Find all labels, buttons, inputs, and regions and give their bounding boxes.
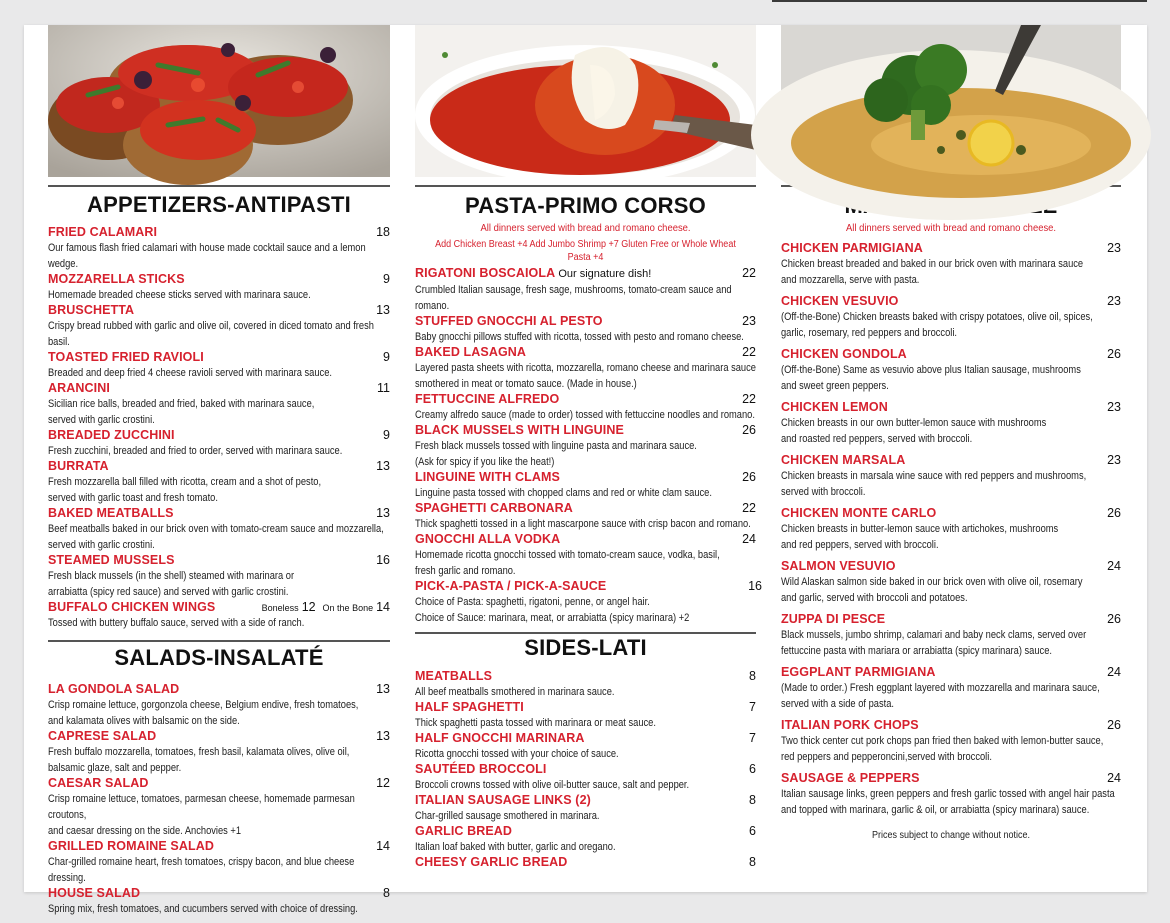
list-item: SAUTÉED BROCCOLI 6 Broccoli crowns tossed with olive oil-butter sauce, salt and pepper.	[415, 762, 756, 791]
chicken-piccata-photo	[781, 25, 1121, 177]
list-item: SPAGHETTI CARBONARA 22 Thick spaghetti tossed in a light mascarpone sauce with crisp bacon and romano.	[415, 501, 756, 530]
bruschetta-photo	[48, 25, 390, 177]
list-item: HALF GNOCCHI MARINARA 7 Ricotta gnocchi tossed with your choice of sauce.	[415, 731, 756, 760]
list-item: CAPRESE SALAD 13 Fresh buffalo mozzarella, tomatoes, fresh basil, kalamata olives, olive oil, balsamic glaze, salt and pepper.	[48, 729, 390, 774]
list-item: GNOCCHI ALLA VODKA 24 Homemade ricotta gnocchi tossed with tomato-cream sauce, vodka, basil, fresh garlic and romano.	[415, 532, 756, 577]
list-item: ZUPPA DI PESCE 26 Black mussels, jumbo shrimp, calamari and baby neck clams, served over fettuccine pasta with mariara or arrabiatta (spicy marinara) sauce.	[781, 612, 1121, 657]
pasta-heading: PASTA-PRIMO CORSO	[465, 193, 706, 218]
pasta-addons: Add Chicken Breast +4 Add Jumbo Shrimp +7 Gluten Free or Whole Wheat Pasta +4	[435, 239, 736, 263]
list-item: FRIED CALAMARI 18 Our famous flash fried calamari with house made cocktail sauce and a lemon wedge.	[48, 225, 390, 270]
list-item: CHICKEN GONDOLA 26 (Off-the-Bone) Same as vesuvio above plus Italian sausage, mushrooms and sweet green peppers.	[781, 347, 1121, 392]
column-mains	[781, 25, 1121, 841]
section-rule	[48, 640, 390, 642]
list-item: GRILLED ROMAINE SALAD 14 Char-grilled romaine heart, fresh tomatoes, crispy bacon, and blue cheese dressing.	[48, 839, 390, 884]
list-item: BURRATA 13 Fresh mozzarella ball filled with ricotta, cream and a shot of pesto, served with garlic toast and fresh tomato.	[48, 459, 390, 504]
list-item: MOZZARELLA STICKS 9 Homemade breaded cheese sticks served with marinara sauce.	[48, 272, 390, 301]
list-item: ITALIAN PORK CHOPS 26 Two thick center cut pork chops pan fried then baked with lemon-butter sauce, red peppers and pepperoncini,served with broccoli.	[781, 718, 1121, 763]
sides-list	[415, 669, 756, 870]
list-item: BRUSCHETTA 13 Crispy bread rubbed with garlic and olive oil, covered in diced tomato and fresh basil.	[48, 303, 390, 348]
list-item: SAUSAGE & PEPPERS 24 Italian sausage links, green peppers and fresh garlic tossed with angel hair pasta and topped with marinara, garlic & oil, or arrabiatta (spicy marinara) sauce.	[781, 771, 1121, 816]
list-item: RIGATONI BOSCAIOLA Our signature dish! 22 Crumbled Italian sausage, fresh sage, mushrooms, tomato-cream sauce and romano.	[415, 266, 756, 312]
list-item: LINGUINE WITH CLAMS 26 Linguine pasta tossed with chopped clams and red or white clam sauce.	[415, 470, 756, 499]
list-item: STEAMED MUSSELS 16 Fresh black mussels (in the shell) steamed with marinara or arrabiatta (spicy red sauce) and served with garlic crostini.	[48, 553, 390, 598]
list-item: HOUSE SALAD 8 Spring mix, fresh tomatoes, and cucumbers served with choice of dressing.	[48, 886, 390, 915]
list-item: MEATBALLS 8 All beef meatballs smothered in marinara sauce.	[415, 669, 756, 698]
section-rule	[48, 185, 390, 187]
list-item: ARANCINI 11 Sicilian rice balls, breaded and fried, baked with marinara sauce, served with garlic crostini.	[48, 381, 390, 426]
list-item: FETTUCCINE ALFREDO 22 Creamy alfredo sauce (made to order) tossed with fettuccine noodles and romano.	[415, 392, 756, 421]
pasta-list	[415, 266, 762, 626]
list-item: STUFFED GNOCCHI AL PESTO 23 Baby gnocchi pillows stuffed with ricotta, tossed with pesto and romano cheese.	[415, 314, 756, 343]
list-item: ITALIAN SAUSAGE LINKS (2) 8 Char-grilled sausage smothered in marinara.	[415, 793, 756, 822]
list-item-wings: BUFFALO CHICKEN WINGS Boneless 12 On the Bone 14 Tossed with buttery buffalo sauce, served with a side of ranch.	[48, 600, 390, 629]
list-item: GARLIC BREAD 6 Italian loaf baked with butter, garlic and oregano.	[415, 824, 756, 853]
list-item: BLACK MUSSELS WITH LINGUINE 26 Fresh black mussels tossed with linguine pasta and marinara sauce. (Ask for spicy if you like the heat!)	[415, 423, 756, 468]
appetizers-list	[48, 225, 390, 631]
section-rule	[415, 632, 756, 634]
list-item: EGGPLANT PARMIGIANA 24 (Made to order.) Fresh eggplant layered with mozzarella and marinara sauce, served with a side of pasta.	[781, 665, 1121, 710]
list-item: LA GONDOLA SALAD 13 Crisp romaine lettuce, gorgonzola cheese, Belgium endive, fresh tomatoes, and kalamata olives with balsamic on the side.	[48, 682, 390, 727]
list-item: CHICKEN MARSALA 23 Chicken breasts in marsala wine sauce with red peppers and mushrooms, served with broccoli.	[781, 453, 1121, 498]
list-item: BAKED LASAGNA 22 Layered pasta sheets with ricotta, mozzarella, romano cheese and marinara sauce smothered in meat or tomato sauce. (Made in house.)	[415, 345, 756, 390]
salads-list	[48, 682, 390, 917]
column-pasta-sides	[415, 25, 762, 870]
wings-prices: Boneless 12 On the Bone 14	[261, 600, 390, 614]
list-item: HALF SPAGHETTI 7 Thick spaghetti pasta tossed with marinara or meat sauce.	[415, 700, 756, 729]
list-item: CHICKEN MONTE CARLO 26 Chicken breasts in butter-lemon sauce with artichokes, mushrooms and red peppers, served with broccoli.	[781, 506, 1121, 551]
list-item: CHICKEN LEMON 23 Chicken breasts in our own butter-lemon sauce with mushrooms and roasted red peppers, served with broccoli.	[781, 400, 1121, 445]
pasta-note: All dinners served with bread and romano cheese.	[480, 222, 691, 234]
mains-note: All dinners served with bread and romano cheese.	[845, 222, 1057, 234]
sides-heading: SIDES-LATI	[524, 635, 647, 660]
list-item: CHEESY GARLIC BREAD 8	[415, 855, 756, 869]
list-item: PICK-A-PASTA / PICK-A-SAUCE 16 Choice of Pasta: spaghetti, rigatoni, penne, or angel hair. Choice of Sauce: marinara, meat, or arrabiatta (spicy marinara) +2	[415, 579, 762, 624]
list-item: SALMON VESUVIO 24 Wild Alaskan salmon side baked in our brick oven with olive oil, rosemary and garlic, served with broccoli and potatoes.	[781, 559, 1121, 604]
list-item: BREADED ZUCCHINI 9 Fresh zucchini, breaded and fried to order, served with marinara sauce.	[48, 428, 390, 457]
parmigiana-photo	[415, 25, 756, 177]
mains-list	[781, 241, 1121, 818]
column-appetizers-salads	[48, 25, 390, 917]
list-item: TOASTED FRIED RAVIOLI 9 Breaded and deep fried 4 cheese ravioli served with marinara sauce.	[48, 350, 390, 379]
section-rule	[415, 185, 756, 187]
list-item: CHICKEN VESUVIO 23 (Off-the-Bone) Chicken breasts baked with crispy potatoes, olive oil, spices, garlic, rosemary, red peppers and broccoli.	[781, 294, 1121, 339]
appetizers-heading: APPETIZERS-ANTIPASTI	[87, 192, 351, 217]
list-item: CAESAR SALAD 12 Crisp romaine lettuce, tomatoes, parmesan cheese, homemade parmesan croutons, and caesar dressing on the side. Anchovies +1	[48, 776, 390, 837]
price-disclaimer: Prices subject to change without notice.	[871, 830, 1031, 841]
salads-heading: SALADS-INSALATÉ	[114, 645, 324, 670]
menu-page	[24, 25, 1147, 915]
list-item: CHICKEN PARMIGIANA 23 Chicken breast breaded and baked in our brick oven with marinara sauce and mozzarella, serve with pasta.	[781, 241, 1121, 286]
top-edge-bar	[772, 0, 1147, 2]
list-item: BAKED MEATBALLS 13 Beef meatballs baked in our brick oven with tomato-cream sauce and mozzarella, served with garlic crostini.	[48, 506, 390, 551]
